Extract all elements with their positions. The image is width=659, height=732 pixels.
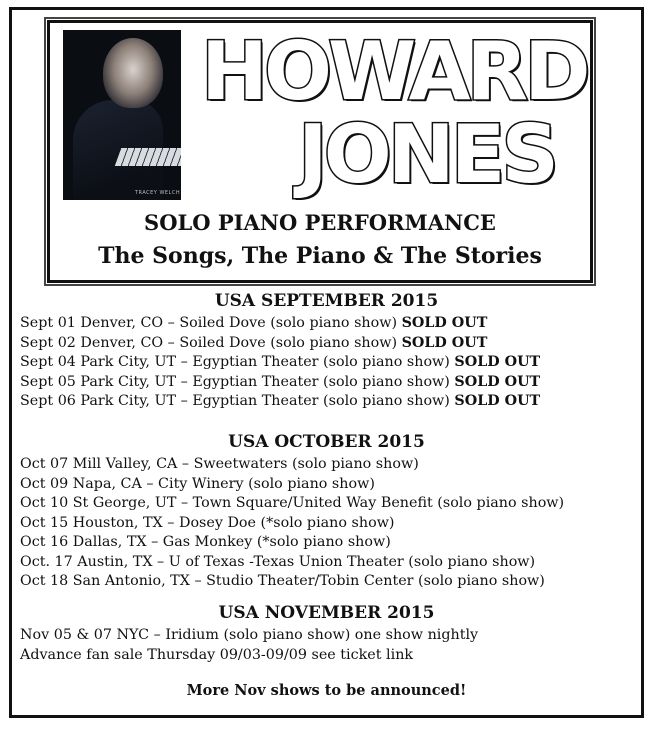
list-item: Oct 18 San Antonio, TX – Studio Theater/Tobin Center (solo piano show) xyxy=(20,573,545,589)
list-item: Sept 02 Denver, CO – Soiled Dove (solo piano show) SOLD OUT xyxy=(20,334,488,351)
sold-out-label: SOLD OUT xyxy=(454,373,541,390)
november-show-list xyxy=(20,626,478,665)
sold-out-label: SOLD OUT xyxy=(401,334,488,351)
photo-credit: TRACEY WELCH xyxy=(135,190,181,196)
list-item: Oct 09 Napa, CA – City Winery (solo piano show) xyxy=(20,475,375,492)
banner-subtitle: SOLO PIANO PERFORMANCE xyxy=(144,210,496,235)
banner-tagline: The Songs, The Piano & The Stories xyxy=(98,243,542,269)
list-item: Oct 10 St George, UT – Town Square/United Way Benefit (solo piano show) xyxy=(20,495,565,511)
photo-piano-keys xyxy=(115,148,181,166)
list-item: Sept 04 Park City, UT – Egyptian Theater (solo piano show) SOLD OUT xyxy=(20,354,541,370)
sold-out-label: SOLD OUT xyxy=(454,354,541,370)
list-item: Oct 15 Houston, TX – Dosey Doe (*solo piano show) xyxy=(20,514,395,531)
list-item: Sept 05 Park City, UT – Egyptian Theater (solo piano show) SOLD OUT xyxy=(20,373,541,390)
announcement-footer: More Nov shows to be announced! xyxy=(186,682,467,699)
list-item: Oct 07 Mill Valley, CA – Sweetwaters (solo piano show) xyxy=(20,456,419,472)
section-title-october: USA OCTOBER 2015 xyxy=(228,432,425,452)
sold-out-label: SOLD OUT xyxy=(454,393,541,409)
artist-photo xyxy=(63,30,181,200)
photo-head xyxy=(103,38,163,108)
october-show-list xyxy=(20,455,564,592)
list-item: Sept 06 Park City, UT – Egyptian Theater (solo piano show) SOLD OUT xyxy=(20,393,541,409)
banner xyxy=(47,20,593,283)
artist-last-name: JONES xyxy=(298,108,555,201)
list-item: Sept 01 Denver, CO – Soiled Dove (solo piano show) SOLD OUT xyxy=(20,315,488,331)
september-show-list xyxy=(20,314,540,412)
section-title-september: USA SEPTEMBER 2015 xyxy=(214,291,439,311)
list-item: Oct. 17 Austin, TX – U of Texas -Texas Union Theater (solo piano show) xyxy=(20,553,536,570)
list-item: Nov 05 & 07 NYC – Iridium (solo piano show) one show nightly xyxy=(20,627,479,643)
list-item: Advance fan sale Thursday 09/03-09/09 see ticket link xyxy=(20,646,414,663)
artist-first-name: HOWARD xyxy=(201,25,587,118)
sold-out-label: SOLD OUT xyxy=(401,315,488,331)
section-title-november: USA NOVEMBER 2015 xyxy=(218,603,435,623)
list-item: Oct 16 Dallas, TX – Gas Monkey (*solo piano show) xyxy=(20,534,391,550)
